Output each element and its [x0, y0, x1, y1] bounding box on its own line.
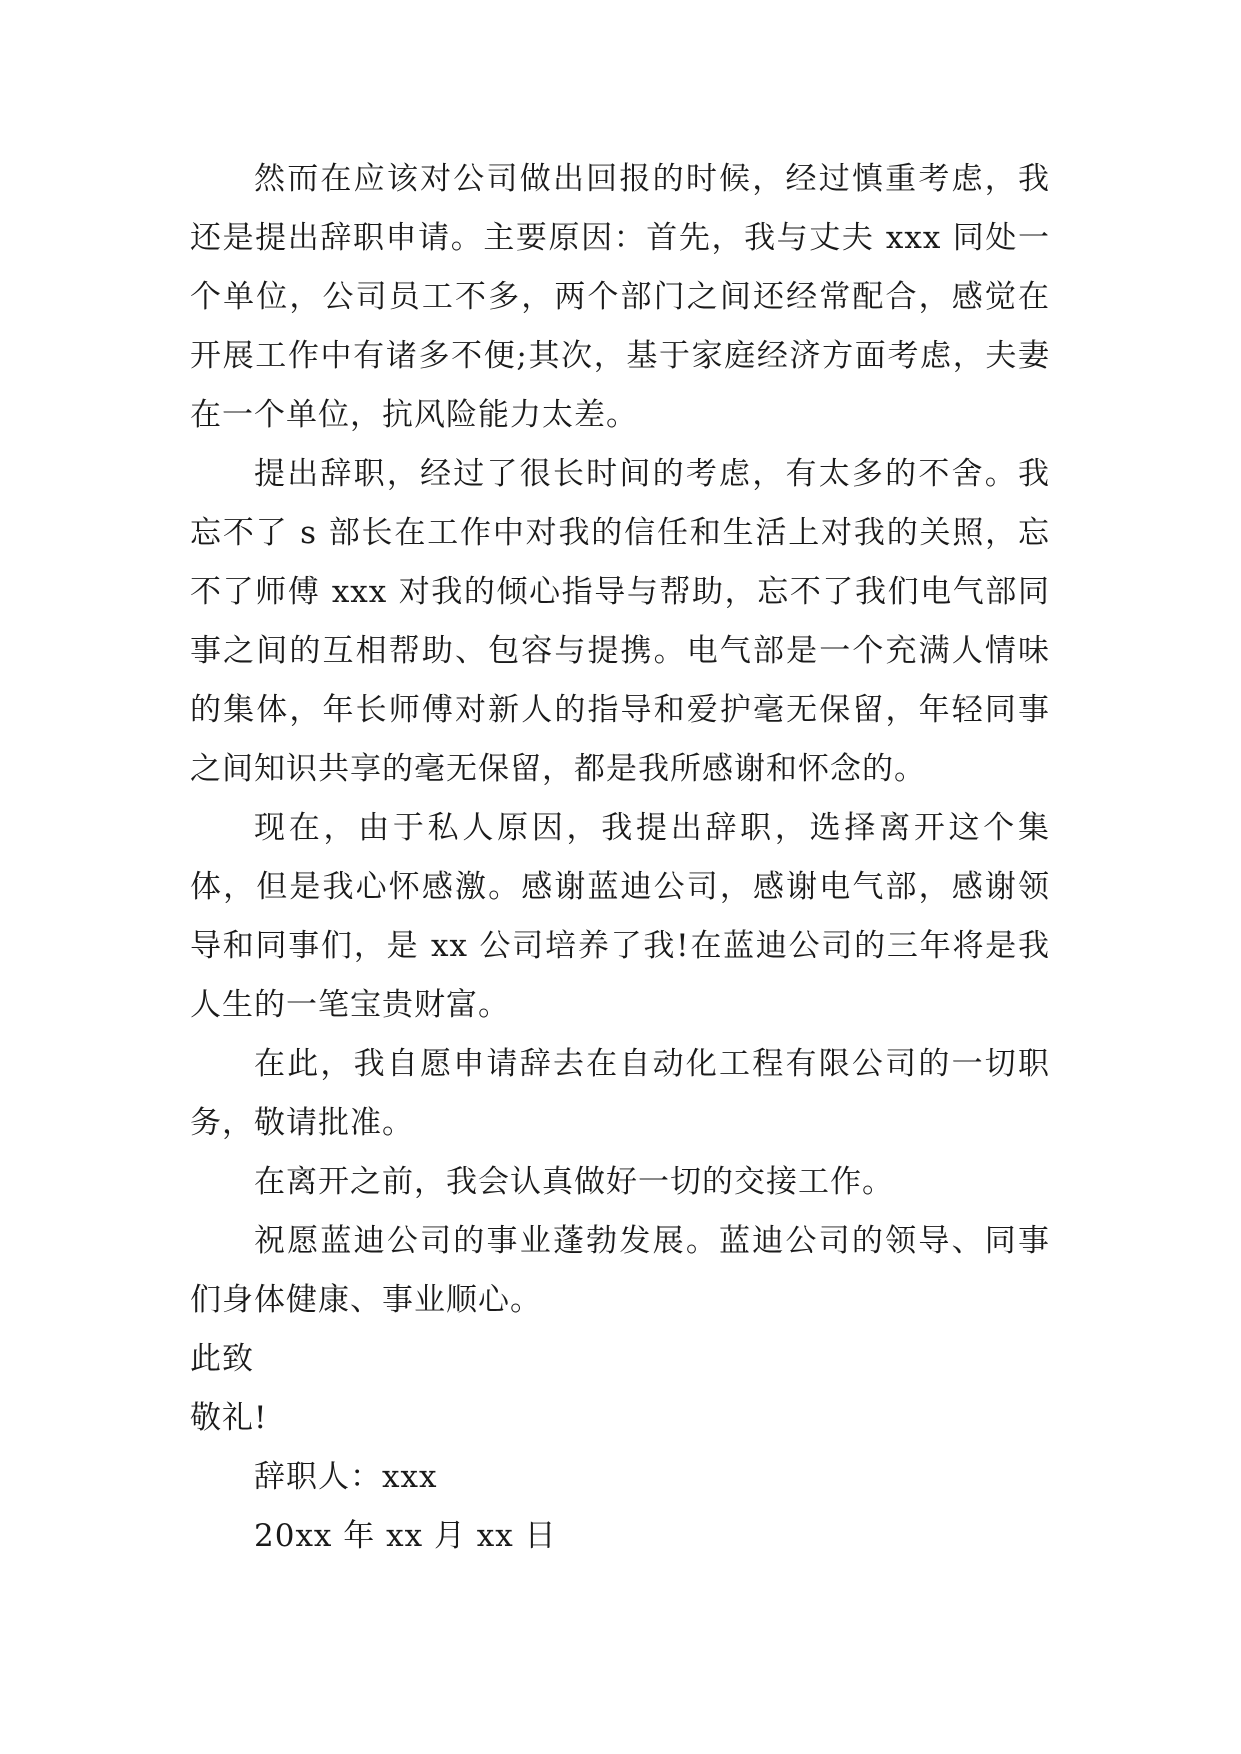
- closing-regards: 敬礼!: [190, 1400, 268, 1436]
- paragraph-reason: 然而在应该对公司做出回报的时候，经过慎重考虑，我还是提出辞职申请。主要原因：首先，我与丈夫 xxx 同处一个单位，公司员工不多，两个部门之间还经常配合，感觉在开展工作中有诸多不便;其次，基于家庭经济方面考虑，夫妻在一个单位，抗风险能力太差。: [190, 161, 1050, 433]
- paragraph-handover: 在离开之前，我会认真做好一切的交接工作。: [254, 1164, 894, 1200]
- paragraph-thanks: 现在，由于私人原因，我提出辞职，选择离开这个集体，但是我心怀感激。感谢蓝迪公司，感谢电气部，感谢领导和同事们，是 xx 公司培养了我!在蓝迪公司的三年将是我人生的一笔宝贵财富。: [190, 810, 1050, 1023]
- paragraph-request: 在此，我自愿申请辞去在自动化工程有限公司的一切职务，敬请批准。: [190, 1046, 1050, 1141]
- date: 20xx 年 xx 月 xx 日: [254, 1518, 557, 1554]
- signature: 辞职人：xxx: [254, 1459, 438, 1495]
- paragraph-gratitude: 提出辞职，经过了很长时间的考虑，有太多的不舍。我忘不了 s 部长在工作中对我的信任和生活上对我的关照，忘不了师傅 xxx 对我的倾心指导与帮助，忘不了我们电气部同事之间的互相帮助、包容与提携。电气部是一个充满人情味的集体，年长师傅对新人的指导和爱护毫无保留，年轻同事之间知识共享的毫无保留，都是我所感谢和怀念的。: [190, 456, 1050, 787]
- letter-body: [190, 150, 1050, 1566]
- paragraph-wishes: 祝愿蓝迪公司的事业蓬勃发展。蓝迪公司的领导、同事们身体健康、事业顺心。: [190, 1223, 1050, 1318]
- closing-salutation: 此致: [190, 1341, 254, 1377]
